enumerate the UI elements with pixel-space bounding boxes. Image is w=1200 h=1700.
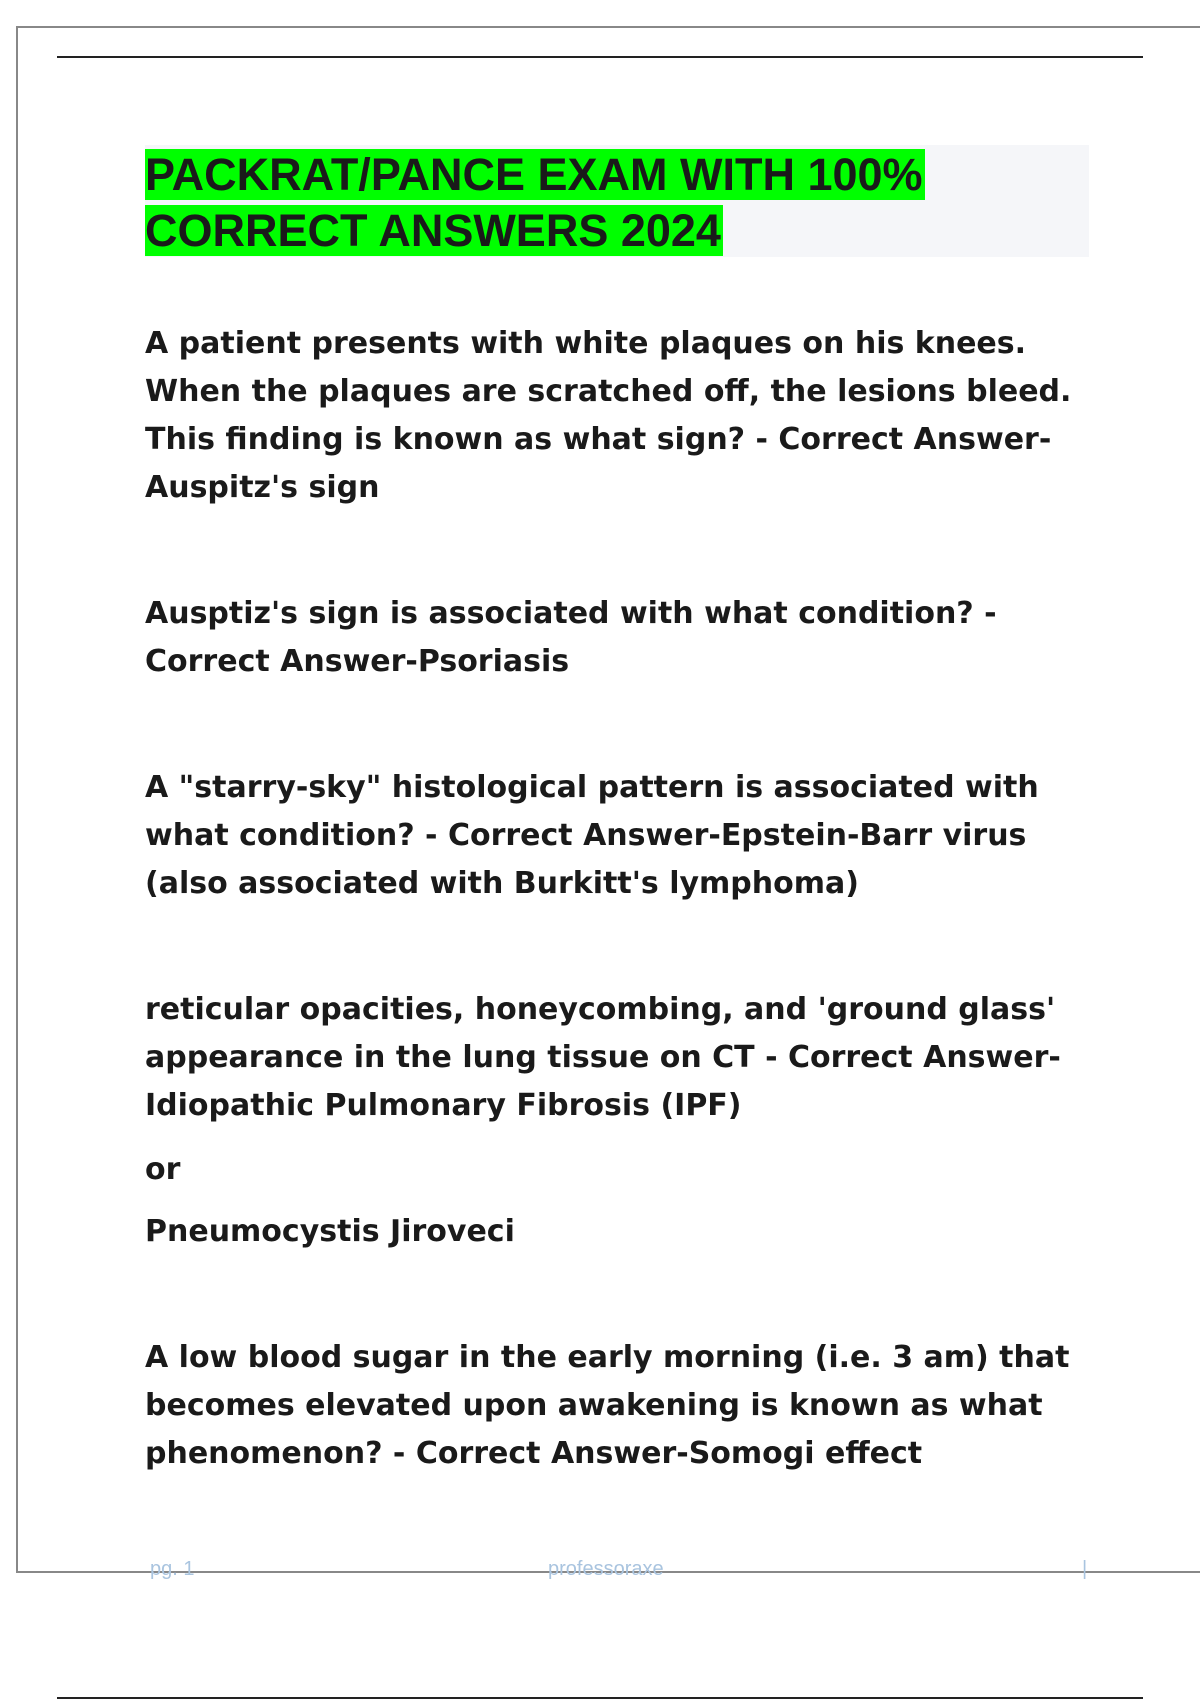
page-border-left <box>16 26 18 1572</box>
page-title-highlight: PACKRAT/PANCE EXAM WITH 100% CORRECT ANSWERS 2024 <box>145 149 923 256</box>
page-border-top <box>16 26 1200 28</box>
page-title <box>145 147 1105 259</box>
footer-page-number: pg. 1 <box>150 1558 195 1580</box>
qa-item-starry-sky: A "starry-sky" histological pattern is associated with what condition? - Correct Answer-Epstein-Barr virus (also associated with Burkitt's lymphoma) <box>145 770 1039 901</box>
qa-item-auspitz-sign: A patient presents with white plaques on his knees. When the plaques are scratched off, the lesions bleed. This finding is known as what sign? - Correct Answer-Auspitz's sign <box>145 326 1072 505</box>
qa-item-lung-ct: reticular opacities, honeycombing, and 'ground glass' appearance in the lung tissue on CT - Correct Answer-Idiopathic Pulmonary Fibrosis (IPF) <box>145 992 1061 1123</box>
qa-item-somogi: A low blood sugar in the early morning (i.e. 3 am) that becomes elevated upon awakening is known as what phenomenon? - Correct Answer-Somogi effect <box>145 1340 1070 1471</box>
bottom-rule <box>57 1697 1143 1699</box>
qa-item-or: or <box>145 1152 181 1187</box>
footer-brand: professoraxe <box>548 1558 664 1580</box>
document-body <box>145 320 1105 1478</box>
qa-item-pneumocystis: Pneumocystis Jiroveci <box>145 1214 515 1249</box>
qa-item-auspitz-condition: Ausptiz's sign is associated with what condition? - Correct Answer-Psoriasis <box>145 596 997 679</box>
footer-mark: | <box>1082 1558 1088 1580</box>
header-rule <box>57 56 1143 58</box>
page-footer <box>0 1558 1200 1588</box>
